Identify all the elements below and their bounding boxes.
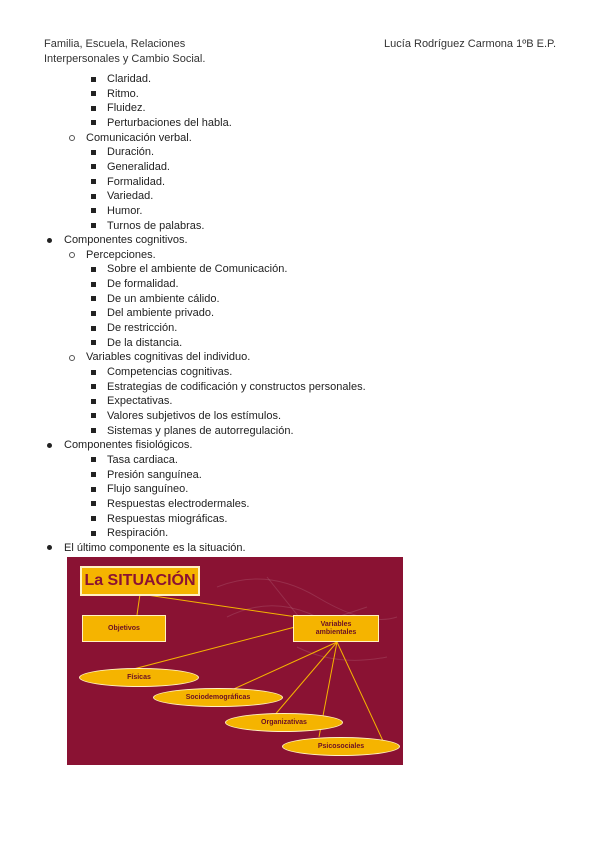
square-bullet-icon xyxy=(91,428,96,433)
square-bullet-icon xyxy=(91,457,96,462)
diagram-title: La SITUACIÓN xyxy=(80,566,200,596)
square-bullet-icon xyxy=(91,531,96,536)
header-course-line1: Familia, Escuela, Relaciones xyxy=(44,38,186,50)
square-bullet-icon xyxy=(91,340,96,345)
outline-item-level-3: Turnos de palabras. xyxy=(107,219,205,232)
diagram-oval-organizativas: Organizativas xyxy=(225,713,343,732)
square-bullet-icon xyxy=(91,223,96,228)
square-bullet-icon xyxy=(91,179,96,184)
circle-bullet-icon xyxy=(69,252,75,258)
square-bullet-icon xyxy=(91,120,96,125)
outline-item-level-3: Respiración. xyxy=(107,527,169,540)
disc-bullet-icon xyxy=(47,238,52,243)
disc-bullet-icon xyxy=(47,443,52,448)
outline-item-level-3: Fluidez. xyxy=(107,102,146,115)
header-author: Lucía Rodríguez Carmona 1ºB E.P. xyxy=(384,38,556,50)
outline-item-level-3: Ritmo. xyxy=(107,87,139,100)
square-bullet-icon xyxy=(91,413,96,418)
outline-item-level-3: Variedad. xyxy=(107,190,154,203)
square-bullet-icon xyxy=(91,487,96,492)
square-bullet-icon xyxy=(91,399,96,404)
outline-item-level-3: De un ambiente cálido. xyxy=(107,292,220,305)
outline-item-level-3: Expectativas. xyxy=(107,395,173,408)
outline-item-level-3: De la distancia. xyxy=(107,336,183,349)
square-bullet-icon xyxy=(91,150,96,155)
square-bullet-icon xyxy=(91,267,96,272)
diagram-oval-sociodemograficas: Sociodemográficas xyxy=(153,688,283,707)
outline-item-level-3: Humor. xyxy=(107,204,143,217)
outline-item-level-2: Variables cognitivas del individuo. xyxy=(86,351,251,364)
outline-item-level-3: Respuestas electrodermales. xyxy=(107,497,250,510)
outline-item-level-1: Componentes cognitivos. xyxy=(64,234,188,247)
outline-item-level-1: Componentes fisiológicos. xyxy=(64,439,193,452)
outline-item-level-3: Sobre el ambiente de Comunicación. xyxy=(107,263,288,276)
diagram-oval-fisicas: Físicas xyxy=(79,668,199,687)
outline-item-level-3: Duración. xyxy=(107,146,155,159)
situacion-diagram xyxy=(67,557,403,765)
outline-item-level-2: Percepciones. xyxy=(86,248,156,261)
square-bullet-icon xyxy=(91,311,96,316)
outline-item-level-3: Del ambiente privado. xyxy=(107,307,215,320)
square-bullet-icon xyxy=(91,282,96,287)
outline-item-level-3: Competencias cognitivas. xyxy=(107,366,233,378)
circle-bullet-icon xyxy=(69,355,75,361)
header-left xyxy=(44,37,205,67)
outline-item-level-3: Formalidad. xyxy=(107,175,166,188)
outline-item-level-3: Flujo sanguíneo. xyxy=(107,483,189,496)
outline-item-level-3: De formalidad. xyxy=(107,278,179,291)
square-bullet-icon xyxy=(91,194,96,199)
square-bullet-icon xyxy=(91,77,96,82)
outline-item-level-3: De restricción. xyxy=(107,322,178,335)
outline-item-level-3: Estrategias de codificación y constructos personales. xyxy=(107,380,366,393)
disc-bullet-icon xyxy=(47,545,52,550)
diagram-box-variables-line2: ambientales xyxy=(315,628,357,636)
outline-item-level-3: Presión sanguínea. xyxy=(107,468,202,481)
square-bullet-icon xyxy=(91,370,96,375)
square-bullet-icon xyxy=(91,501,96,506)
square-bullet-icon xyxy=(91,516,96,521)
square-bullet-icon xyxy=(91,164,96,169)
outline-item-level-3: Respuestas miográficas. xyxy=(107,512,228,525)
diagram-oval-psicosociales: Psicosociales xyxy=(282,737,400,756)
square-bullet-icon xyxy=(91,296,96,301)
square-bullet-icon xyxy=(91,91,96,96)
square-bullet-icon xyxy=(91,208,96,213)
outline-item-level-3: Sistemas y planes de autorregulación. xyxy=(107,424,294,437)
outline-item-level-1: El último componente es la situación. xyxy=(64,541,246,554)
outline-item-level-3: Valores subjetivos de los estímulos. xyxy=(107,409,282,422)
outline-item-level-3: Claridad. xyxy=(107,73,152,85)
diagram-box-objetivos: Objetivos xyxy=(82,615,166,642)
square-bullet-icon xyxy=(91,384,96,389)
outline-item-level-3: Tasa cardiaca. xyxy=(107,453,178,466)
diagram-box-variables-line1: Variables xyxy=(320,620,352,628)
square-bullet-icon xyxy=(91,106,96,111)
outline-item-level-2: Comunicación verbal. xyxy=(86,131,192,144)
circle-bullet-icon xyxy=(69,135,75,141)
square-bullet-icon xyxy=(91,326,96,331)
diagram-box-variables xyxy=(293,615,379,642)
outline-item-level-3: Perturbaciones del habla. xyxy=(107,116,232,129)
square-bullet-icon xyxy=(91,472,96,477)
outline-item-level-3: Generalidad. xyxy=(107,160,170,173)
header-course-line2: Interpersonales y Cambio Social. xyxy=(44,53,206,65)
